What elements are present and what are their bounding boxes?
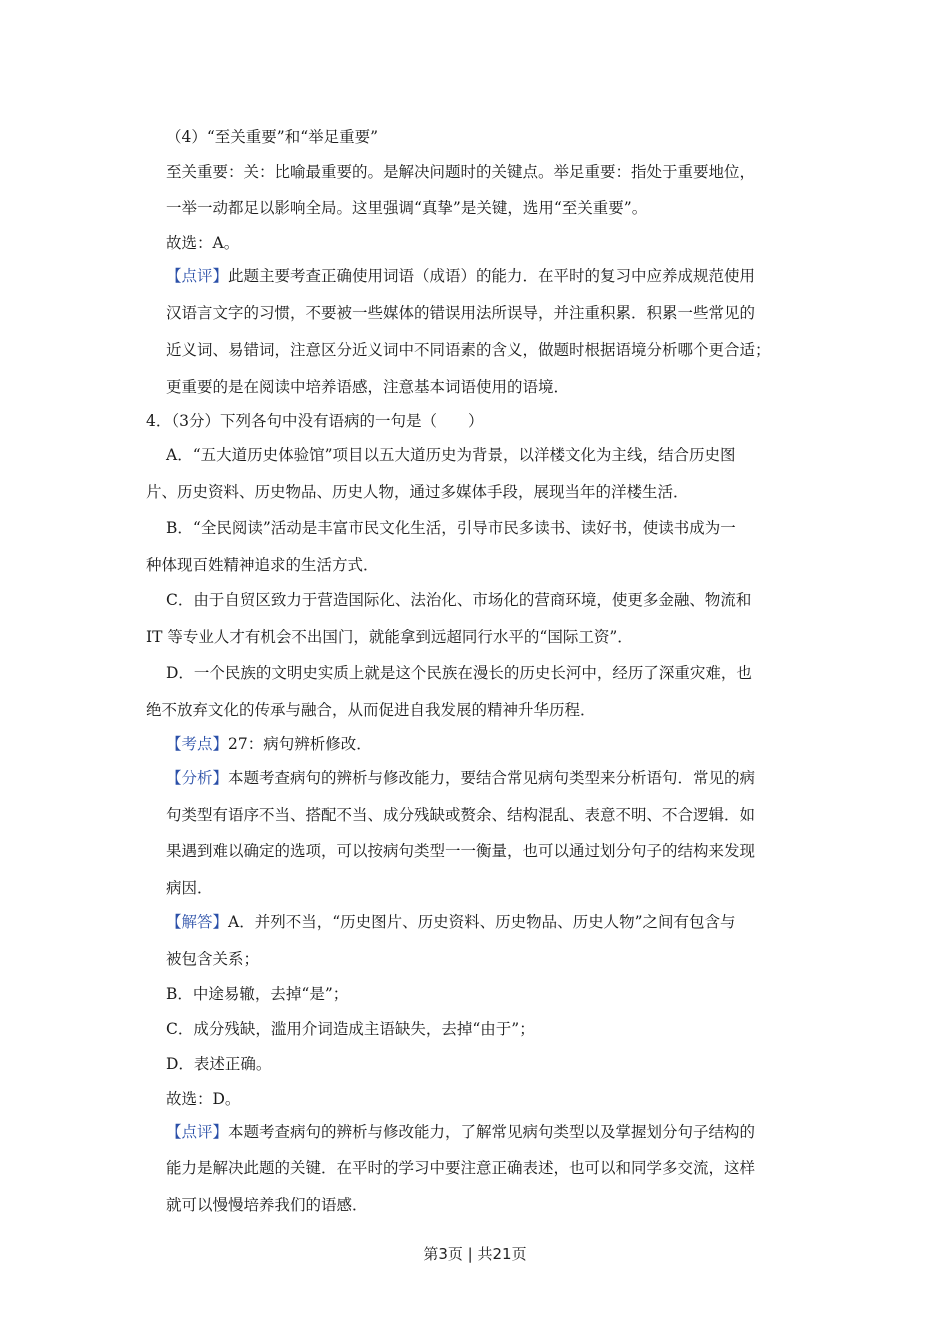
analysis-line: 句类型有语序不当、搭配不当、成分残缺或赘余、结构混乱、表意不明、不合逻辑．如 bbox=[166, 806, 756, 824]
analysis-tag: 【分析】 bbox=[166, 769, 229, 787]
comment-tag: 【点评】 bbox=[166, 267, 229, 285]
explanation-line: 一举一动都足以影响全局。这里强调“真挚”是关键，选用“至关重要”。 bbox=[166, 199, 648, 217]
analysis-line bbox=[166, 768, 755, 788]
option-d: D．一个民族的文明史实质上就是这个民族在漫长的历史长河中，经历了深重灾难，也 bbox=[166, 664, 752, 682]
option-b-cont: 种体现百姓精神追求的生活方式． bbox=[146, 556, 379, 574]
subitem-4-heading: （4）“至关重要”和“举足重要” bbox=[166, 128, 379, 146]
explanation-line: 至关重要：关：比喻最重要的。是解决问题时的关键点。举足重要：指处于重要地位， bbox=[166, 163, 756, 181]
comment-text: 此题主要考查正确使用词语（成语）的能力．在平时的复习中应养成规范使用 bbox=[228, 267, 756, 285]
solution-line bbox=[166, 912, 736, 932]
comment-line: 就可以慢慢培养我们的语感． bbox=[166, 1196, 368, 1214]
analysis-line: 果遇到难以确定的选项，可以按病句类型一一衡量，也可以通过划分句子的结构来发现 bbox=[166, 842, 756, 860]
solution-line: 被包含关系； bbox=[166, 950, 260, 968]
answer-line: 故选：A。 bbox=[166, 234, 240, 252]
kaodian-text: 27：病句辨析修改． bbox=[228, 735, 372, 753]
option-d-cont: 绝不放弃文化的传承与融合，从而促进自我发展的精神升华历程． bbox=[146, 701, 596, 719]
analysis-text: 本题考查病句的辨析与修改能力，要结合常见病句类型来分析语句．常见的病 bbox=[228, 769, 756, 787]
kaodian-tag: 【考点】 bbox=[166, 735, 229, 753]
solution-line: D．表述正确。 bbox=[166, 1055, 272, 1073]
solution-tag: 【解答】 bbox=[166, 913, 229, 931]
solution-line: C．成分残缺，滥用介词造成主语缺失，去掉“由于”； bbox=[166, 1020, 535, 1038]
option-a: A．“五大道历史体验馆”项目以五大道历史为背景，以洋楼文化为主线，结合历史图 bbox=[166, 446, 736, 464]
comment-line: 近义词、易错词，注意区分近义词中不同语素的含义，做题时根据语境分析哪个更合适； bbox=[166, 341, 771, 359]
comment-tag: 【点评】 bbox=[166, 1123, 229, 1141]
kaodian-line bbox=[166, 734, 372, 754]
option-b: B．“全民阅读”活动是丰富市民文化生活，引导市民多读书、读好书，使读书成为一 bbox=[166, 519, 736, 537]
comment-text: 本题考查病句的辨析与修改能力，了解常见病句类型以及掌握划分句子结构的 bbox=[228, 1123, 756, 1141]
option-a-cont: 片、历史资料、历史物品、历史人物，通过多媒体手段，展现当年的洋楼生活． bbox=[146, 483, 689, 501]
comment-line bbox=[166, 266, 755, 286]
analysis-line: 病因． bbox=[166, 879, 213, 897]
comment-line: 汉语言文字的习惯，不要被一些媒体的错误用法所误导，并注重积累．积累一些常见的 bbox=[166, 304, 756, 322]
comment-line: 更重要的是在阅读中培养语感，注意基本词语使用的语境． bbox=[166, 378, 570, 396]
comment-line bbox=[166, 1122, 755, 1142]
option-c: C．由于自贸区致力于营造国际化、法治化、市场化的营商环境，使更多金融、物流和 bbox=[166, 591, 752, 609]
question-4-stem: 4．（3分）下列各句中没有语病的一句是（ ） bbox=[146, 412, 484, 430]
comment-line: 能力是解决此题的关键．在平时的学习中要注意正确表述，也可以和同学多交流，这样 bbox=[166, 1159, 756, 1177]
option-c-cont: IT 等专业人才有机会不出国门，就能拿到远超同行水平的“国际工资”． bbox=[146, 628, 633, 646]
page-number-footer: 第3页 | 共21页 bbox=[423, 1245, 527, 1263]
solution-line: B．中途易辙，去掉“是”； bbox=[166, 985, 349, 1003]
answer-line: 故选：D。 bbox=[166, 1090, 241, 1108]
solution-text: A．并列不当，“历史图片、历史资料、历史物品、历史人物”之间有包含与 bbox=[228, 913, 736, 931]
